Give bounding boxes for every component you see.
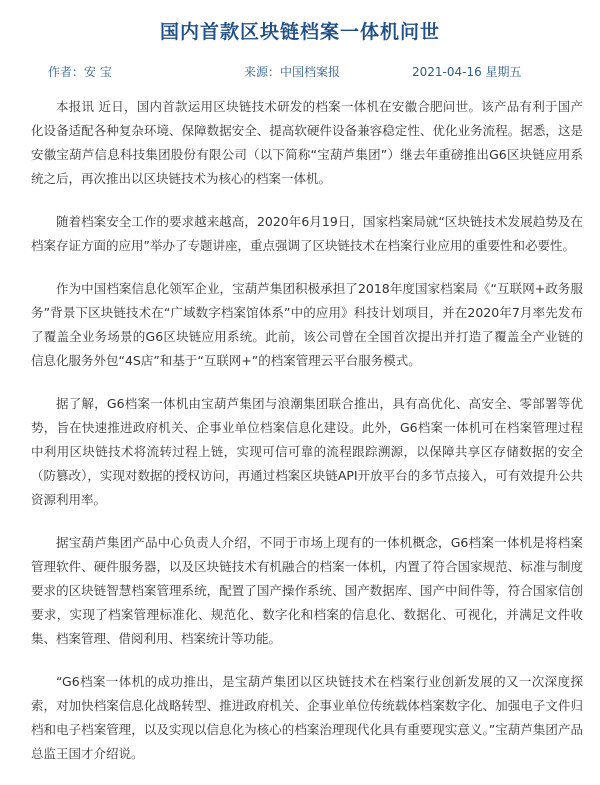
source-label: 来源：中国档案报: [244, 65, 341, 79]
publish-date: 2021-04-16 星期五: [412, 65, 522, 79]
article-paragraph: 作为中国档案信息化领军企业，宝葫芦集团积极承担了2018年度国家档案局《“互联网+政务服务”背景下区块链技术在“广域数字档案馆体系”中的应用》科技计划项目，并在2020年7月率先发布了覆盖全业务场景的G6区块链应用系统。此前，该公司曾在全国首次提出并打造了覆盖全产业链的信息化服务外包“4S店”和基于“互联网+”的档案管理云平台服务模式。: [31, 281, 583, 368]
author-label: 作者：安 宝: [48, 65, 112, 79]
article-paragraph: “G6档案一体机的成功推出，是宝葫芦集团以区块链技术在档案行业创新发展的又一次深度探索，对加快档案信息化战略转型、推进政府机关、企事业单位传统载体档案数字化、加强电子文件归档和电子档案管理，以及实现以信息化为核心的档案治理现代化具有重要现实意义。”宝葫芦集团产品总监王国才介绍说。: [31, 674, 583, 761]
article-body: [31, 95, 583, 785]
article-paragraph: 随着档案安全工作的要求越来越高，2020年6月19日，国家档案局就“区块链技术发展趋势及在档案存证方面的应用”举办了专题讲座，重点强调了区块链技术在档案行业应用的重要性和必要性。: [31, 214, 583, 253]
article-paragraph: 据了解，G6档案一体机由宝葫芦集团与浪潮集团联合推出，具有高优化、高安全、零部署等优势，旨在快速推进政府机关、企事业单位档案信息化建设。此外，G6档案一体机可在档案管理过程中利用区块链技术将流转过程上链，实现可信可靠的流程跟踪溯源，以保障共享区存储数据的安全（防篡改），实现对数据的授权访问，再通过档案区块链API开放平台的多节点接入，可有效提升公共资源利用率。: [31, 396, 583, 507]
article-paragraph: 本报讯 近日，国内首款运用区块链技术研发的档案一体机在安徽合肥问世。该产品有利于国产化设备适配各种复杂环境、保障数据安全、提高软硬件设备兼容稳定性、优化业务流程。据悉，这是安徽宝葫芦信息科技集团股份有限公司（以下简称“宝葫芦集团”）继去年重磅推出G6区块链应用系统之后，再次推出以区块链技术为核心的档案一体机。: [31, 99, 583, 186]
article-meta: [0, 62, 600, 82]
article-paragraph: 据宝葫芦集团产品中心负责人介绍，不同于市场上现有的一体机概念，G6档案一体机是将档案管理软件、硬件服务器，以及区块链技术有机融合的档案一体机，内置了符合国家规范、标准与制度要求的区块链智慧档案管理系统，配置了国产操作系统、国产数据库、国产中间件等，符合国家信创要求，实现了档案管理标准化、规范化、数字化和档案的信息化、数据化、可视化，并满足文件收集、档案管理、借阅利用、档案统计等功能。: [31, 535, 583, 646]
article-title: 国内首款区块链档案一体机问世: [159, 20, 440, 43]
